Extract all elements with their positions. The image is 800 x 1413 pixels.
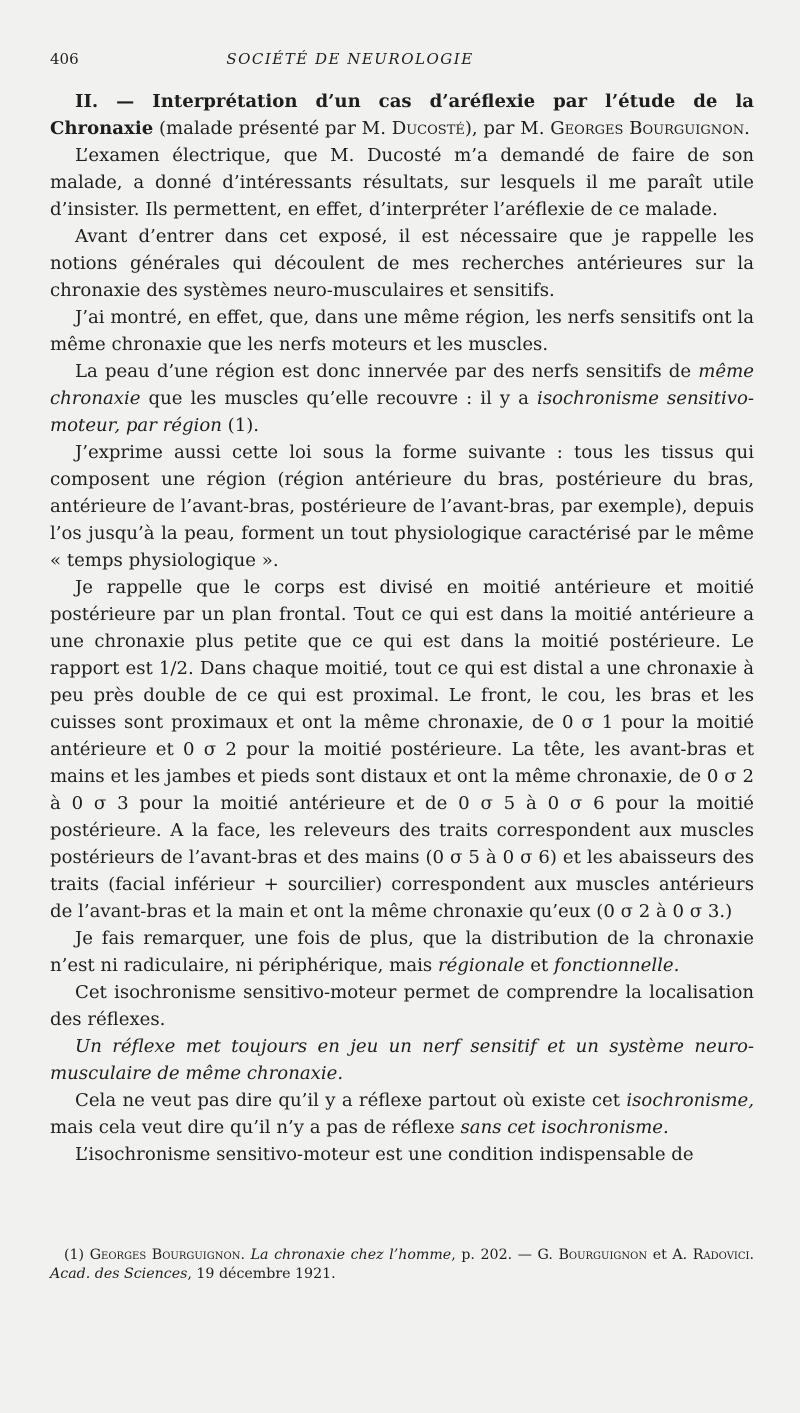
page-number: 406 [50, 50, 79, 68]
byline-part-2: ), par M. [464, 118, 551, 139]
footnote-1 [50, 1246, 754, 1284]
paragraph-7 [50, 925, 754, 979]
paragraph-10-text-b: mais cela veut dire qu’il n’y a pas de réflexe [50, 1117, 461, 1138]
paragraph-11: L’isochronisme sensitivo-moteur est une condition indispensable de [75, 1144, 694, 1165]
footnote-rest-1: , p. 202. — G. [451, 1247, 559, 1263]
paragraph-10-emphasis-1: isochronisme, [626, 1090, 754, 1111]
paragraph-8: Cet isochronisme sensitivo-moteur permet de comprendre la localisation des réflexes. [50, 982, 754, 1030]
paragraph-10-emphasis-2: sans cet isochronisme. [460, 1117, 669, 1138]
footnote-work-1: La chronaxie chez l’homme [250, 1247, 452, 1263]
footnote-middle: et A. [647, 1247, 693, 1263]
paragraph-10-text-a: Cela ne veut pas dire qu’il y a réflexe partout où existe cet [75, 1090, 627, 1111]
article-title-block [50, 88, 754, 142]
article-numeral: II. — [75, 91, 153, 112]
paragraph-3: J’ai montré, en effet, que, dans une même région, les nerfs sensitifs ont la même chronaxie que les nerfs moteurs et les muscles. [50, 307, 754, 355]
footnote-author-2: Bourguignon [558, 1247, 648, 1263]
paragraph-2: Avant d’entrer dans cet exposé, il est nécessaire que je rappelle les notions générales qui découlent de mes recherches antérieures sur la chronaxie des systèmes neuro-musculaires et sensitifs. [50, 226, 754, 301]
author-name: Georges Bourguignon [550, 118, 745, 139]
paragraph-4-text-b: que les muscles qu’elle recouvre : il y a [140, 388, 538, 409]
paragraph-7-text-b: et [524, 955, 554, 976]
paragraph-6: Je rappelle que le corps est divisé en moitié antérieure et moitié postérieure par un plan frontal. Tout ce qui est dans la moitié antérieure a une chronaxie plus petite que ce qui est dans la moitié postérieure. Le rapport est 1/2. Dans chaque moitié, tout ce qui est distal a une chronaxie à peu près double de ce qui est proximal. Le front, le cou, les bras et les cuisses sont proximaux et ont la même chronaxie, de 0 σ 1 pour la moitié antérieure et 0 σ 2 pour la moitié postérieure. La tête, les avant-bras et mains et les jambes et pieds sont distaux et ont la même chronaxie, de 0 σ 2 à 0 σ 3 pour la moitié antérieure et de 0 σ 5 à 0 σ 6 pour la moitié postérieure. A la face, les releveurs des traits correspondent aux muscles postérieurs de l’avant-bras et des mains (0 σ 5 à 0 σ 6) et les abaisseurs des traits (facial inférieur + sourcilier) correspondent aux muscles antérieurs de l’avant-bras et la main et ont la même chronaxie qu’eux (0 σ 2 à 0 σ 3.) [50, 577, 754, 922]
paragraph-1: L’examen électrique, que M. Ducosté m’a demandé de faire de son malade, a donné d’intéressants résultats, sur lesquels il me paraît utile d’insister. Ils permettent, en effet, d’interpréter l’aréflexie de ce malade. [50, 145, 754, 220]
footnote-separator-2: . [749, 1247, 754, 1263]
footnote-author-1: Georges Bourguignon [89, 1247, 241, 1263]
footnote-separator-1: . [240, 1247, 251, 1263]
footnote-marker: (1) [64, 1247, 90, 1263]
article-body [50, 88, 754, 1168]
presenter-name: Ducosté [391, 118, 465, 139]
paragraph-7-emphasis-2: fonctionnelle. [554, 955, 680, 976]
paragraph-7-emphasis-1: régionale [437, 955, 525, 976]
paragraph-5: J’exprime aussi cette loi sous la forme suivante : tous les tissus qui composent une région (région antérieure du bras, postérieure du bras, antérieure de l’avant-bras, postérieure de l’avant-bras, par exemple), depuis l’os jusqu’à la peau, forment un tout physiologique caractérisé par le même « temps physiologique ». [50, 442, 754, 571]
paragraph-4-text-a: La peau d’une région est donc innervée par des nerfs sensitifs de [75, 361, 699, 382]
paragraph-9-emphasis: Un réflexe met toujours en jeu un nerf sensitif et un système neuro-musculaire de même chronaxie. [50, 1036, 754, 1084]
footnote-work-2: Acad. des Sciences [50, 1266, 188, 1282]
paragraph-4-text-c: (1). [221, 415, 260, 436]
paragraph-9 [50, 1033, 754, 1087]
paragraph-10 [50, 1087, 754, 1141]
page-header [50, 50, 760, 74]
running-head: SOCIÉTÉ DE NEUROLOGIE [226, 50, 474, 68]
footnote-rest-2: , 19 décembre 1921. [187, 1266, 336, 1282]
paragraph-7-text-a: Je fais remarquer, une fois de plus, que la distribution de la chronaxie n’est ni radiculaire, ni périphérique, mais [50, 928, 754, 976]
byline-end: . [744, 118, 750, 139]
paragraph-4-emphasis-2: isochronisme sensitivo-moteur, par région [50, 388, 754, 436]
footnote-author-3: Radovici [692, 1247, 750, 1263]
paragraph-4 [50, 358, 754, 439]
footnotes [50, 1246, 754, 1284]
byline-part-1: (malade présenté par M. [153, 118, 392, 139]
article-title: Interprétation d’un cas d’aréflexie par l’étude de la Chronaxie [50, 91, 755, 139]
paragraph-4-emphasis-1: même chronaxie [50, 361, 754, 409]
